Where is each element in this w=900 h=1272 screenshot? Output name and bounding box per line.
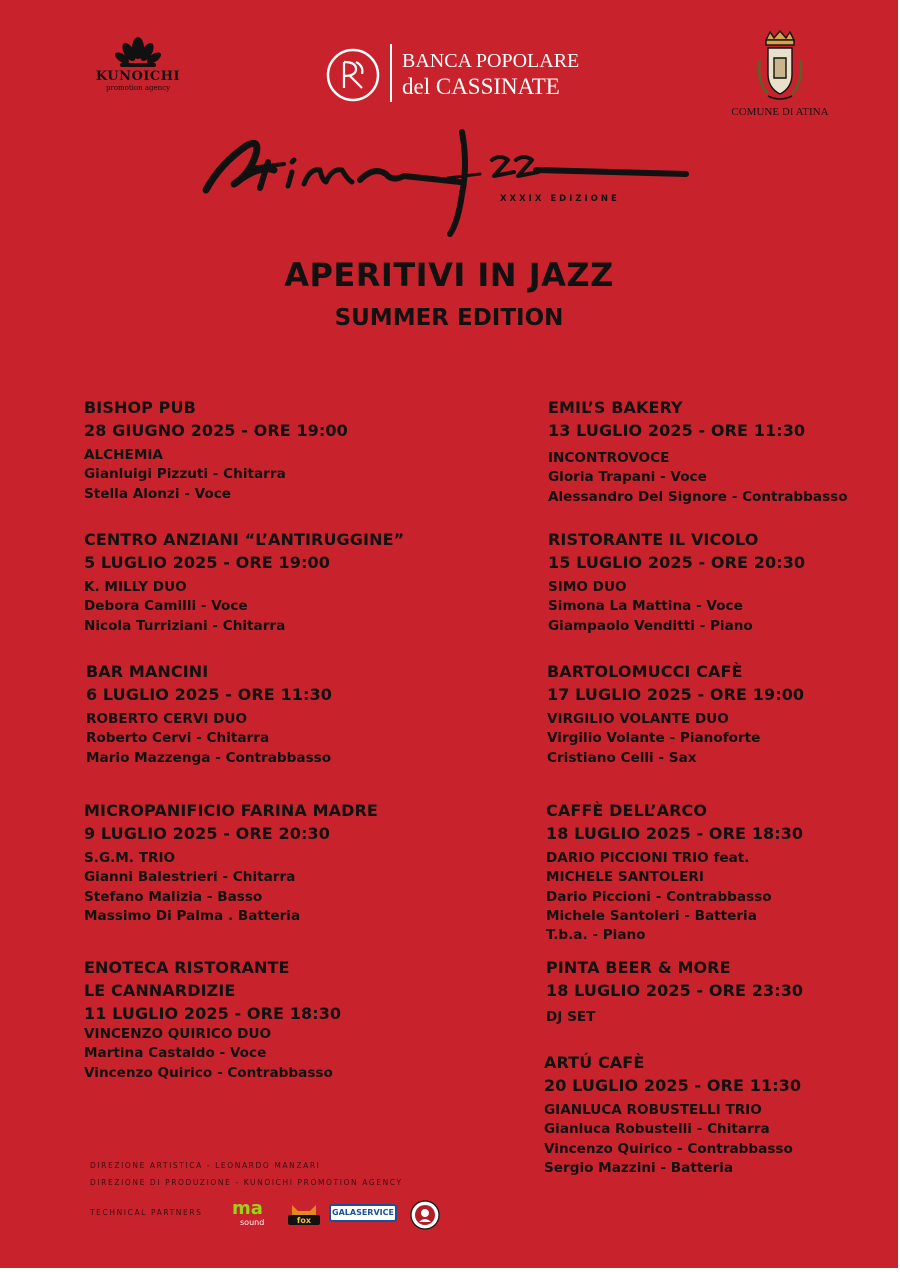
- event-date: 28 GIUGNO 2025 - ORE 19:00: [84, 421, 348, 440]
- event-card: [84, 956, 341, 1083]
- partners-label: TECHNICAL PARTNERS: [90, 1208, 203, 1217]
- galaservice-logo: GALASERVICE: [329, 1204, 397, 1222]
- event-date: 20 LUGLIO 2025 - ORE 11:30: [544, 1076, 802, 1095]
- ma-sound-logo: [232, 1200, 272, 1230]
- event-card: [84, 799, 378, 926]
- festival-edition: XXXIX EDIZIONE: [500, 194, 620, 204]
- event-band: SIMO DUO: [548, 579, 627, 595]
- event-date: 5 LUGLIO 2025 - ORE 19:00: [84, 553, 330, 572]
- event-band: K. MILLY DUO: [84, 579, 187, 595]
- comune-logo: [728, 30, 832, 118]
- event-card: [84, 396, 348, 504]
- ma-logo-sub: sound: [240, 1218, 265, 1227]
- event-venue: MICROPANIFICIO FARINA MADRE: [84, 801, 378, 820]
- kunoichi-name: KUNOICHI: [95, 69, 181, 84]
- event-musician: Alessandro Del Signore - Contrabbasso: [548, 488, 848, 505]
- event-venue: CAFFÈ DELL’ARCO: [546, 801, 708, 820]
- event-musician: Simona La Mattina - Voce: [548, 598, 743, 615]
- bank-seal-icon: [326, 48, 380, 102]
- bank-logo: [326, 44, 580, 104]
- event-musician: Debora Camilli - Voce: [84, 598, 248, 615]
- event-date: 6 LUGLIO 2025 - ORE 11:30: [86, 685, 332, 704]
- event-date: 18 LUGLIO 2025 - ORE 23:30: [546, 981, 804, 1000]
- bank-name-line2: del CASSINATE: [402, 74, 560, 99]
- event-band: VINCENZO QUIRICO DUO: [84, 1026, 272, 1042]
- page-title: APERITIVI IN JAZZ: [284, 256, 614, 294]
- comune-name: COMUNE DI ATINA: [731, 106, 829, 118]
- event-venue: ENOTECA RISTORANTE: [84, 958, 290, 977]
- event-musician: Michele Santoleri - Batteria: [546, 907, 757, 924]
- event-card: [548, 528, 805, 636]
- event-card: [548, 396, 848, 507]
- event-venue: BARTOLOMUCCI CAFÈ: [547, 662, 743, 681]
- event-musician: Virgilio Volante - Pianoforte: [547, 730, 761, 747]
- event-card: [546, 956, 803, 1027]
- event-musician: Dario Piccioni - Contrabbasso: [546, 888, 772, 905]
- event-date: 17 LUGLIO 2025 - ORE 19:00: [547, 685, 805, 704]
- event-musician: Gianluca Robustelli - Chitarra: [544, 1121, 770, 1138]
- event-venue: RISTORANTE IL VICOLO: [548, 530, 759, 549]
- event-venue: CENTRO ANZIANI “L’ANTIRUGGINE”: [84, 530, 405, 549]
- credits-artistic: DIREZIONE ARTISTICA - LEONARDO MANZARI: [90, 1161, 321, 1170]
- fox-logo: [286, 1201, 322, 1227]
- coat-of-arms-icon: [754, 30, 806, 104]
- ma-logo-text: ma: [232, 1198, 263, 1219]
- event-musician: T.b.a. - Piano: [546, 927, 646, 944]
- kunoichi-logo: [92, 36, 184, 92]
- event-card: [544, 1051, 801, 1178]
- event-musician: Mario Mazzenga - Contrabbasso: [86, 749, 332, 766]
- event-card: [86, 660, 332, 768]
- event-band: ROBERTO CERVI DUO: [86, 711, 248, 727]
- event-musician: Roberto Cervi - Chitarra: [86, 730, 270, 747]
- bank-divider: [390, 44, 392, 102]
- page-subtitle: SUMMER EDITION: [334, 305, 564, 331]
- kunoichi-sub: promotion agency: [105, 84, 171, 92]
- event-card: [546, 799, 803, 945]
- event-musician: Gloria Trapani - Voce: [548, 469, 707, 486]
- event-band: GIANLUCA ROBUSTELLI TRIO: [544, 1102, 762, 1118]
- atina-jazz-logo: [200, 124, 690, 239]
- event-band: DJ SET: [546, 1009, 596, 1025]
- event-musician: Nicola Turriziani - Chitarra: [84, 617, 286, 634]
- event-musician: Gianluigi Pizzuti - Chitarra: [84, 466, 286, 483]
- event-card: [547, 660, 804, 768]
- event-musician: Cristiano Celli - Sax: [547, 749, 697, 766]
- event-date: 9 LUGLIO 2025 - ORE 20:30: [84, 824, 330, 843]
- partner-badge-icon: [410, 1200, 440, 1230]
- event-band: INCONTROVOCE: [548, 450, 670, 466]
- event-venue: BAR MANCINI: [86, 662, 209, 681]
- event-musician: Gianni Balestrieri - Chitarra: [84, 869, 296, 886]
- event-date: 13 LUGLIO 2025 - ORE 11:30: [548, 421, 806, 440]
- lotus-icon: [114, 36, 162, 70]
- event-date: 11 LUGLIO 2025 - ORE 18:30: [84, 1004, 342, 1023]
- event-venue: EMIL’S BAKERY: [548, 398, 683, 417]
- event-date: 18 LUGLIO 2025 - ORE 18:30: [546, 824, 804, 843]
- bank-name-line1: BANCA POPOLARE: [402, 50, 580, 72]
- event-venue: PINTA BEER & MORE: [546, 958, 731, 977]
- event-musician: Vincenzo Quirico - Contrabbasso: [84, 1064, 333, 1081]
- event-card: [84, 528, 404, 636]
- event-musician: Massimo Di Palma . Batteria: [84, 907, 301, 924]
- event-band: VIRGILIO VOLANTE DUO: [547, 711, 729, 727]
- credits-production: DIREZIONE DI PRODUZIONE - KUNOICHI PROMOTION AGENCY: [90, 1178, 403, 1187]
- event-musician: Stefano Malizia - Basso: [84, 888, 263, 905]
- event-band: S.G.M. TRIO: [84, 850, 176, 866]
- event-musician: Sergio Mazzini - Batteria: [544, 1159, 734, 1176]
- event-venue: BISHOP PUB: [84, 398, 196, 417]
- event-musician: Martina Castaldo - Voce: [84, 1045, 267, 1062]
- event-musician: Stella Alonzi - Voce: [84, 485, 232, 502]
- event-band-feat: MICHELE SANTOLERI: [546, 869, 704, 886]
- event-band: DARIO PICCIONI TRIO feat.: [546, 850, 750, 866]
- event-band: ALCHEMIA: [84, 447, 163, 463]
- event-musician: Giampaolo Venditti - Piano: [548, 617, 753, 634]
- event-date: 15 LUGLIO 2025 - ORE 20:30: [548, 553, 806, 572]
- fox-logo-text: fox: [296, 1216, 312, 1225]
- event-venue: ARTÚ CAFÈ: [544, 1053, 645, 1072]
- event-musician: Vincenzo Quirico - Contrabbasso: [544, 1140, 793, 1157]
- event-venue-line2: LE CANNARDIZIE: [84, 981, 236, 1000]
